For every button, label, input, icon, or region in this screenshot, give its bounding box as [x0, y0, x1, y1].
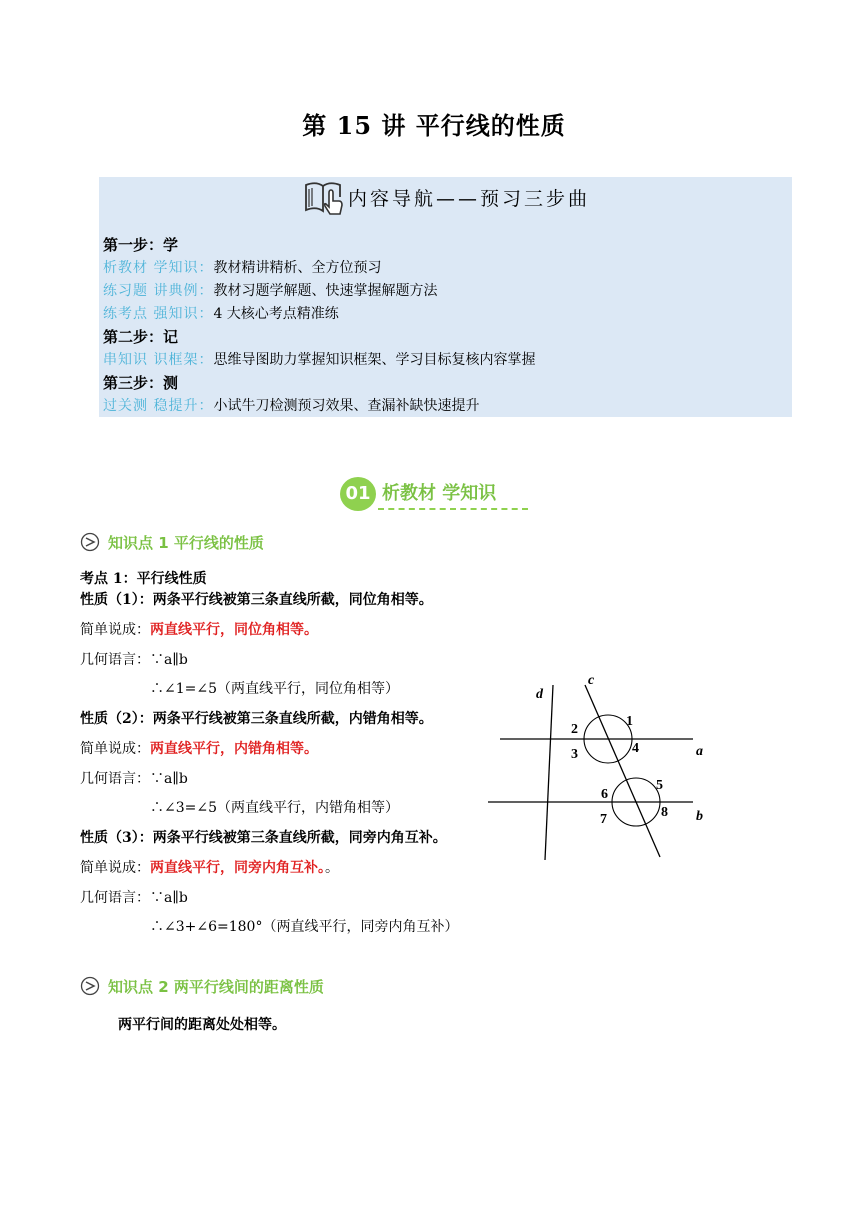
angle-3-label: 3	[571, 747, 578, 762]
property-1: 性质（1）：两条平行线被第三条直线所截，同位角相等。	[80, 592, 433, 608]
parallel-lines-figure	[480, 660, 720, 870]
kaodian-1-label: 考点 1：平行线性质	[80, 571, 207, 587]
section-label: 析教材 学知识	[382, 483, 497, 504]
book-hand-icon	[302, 177, 346, 217]
property-1-simple	[80, 619, 318, 639]
content-nav-box	[99, 177, 792, 417]
property-1-geo-given: 几何语言：∵a∥b	[80, 652, 188, 668]
arrow-circle-icon	[80, 532, 100, 552]
property-2-geo-conclusion: ∴∠3=∠5（两直线平行，内错角相等）	[150, 800, 400, 816]
step2-label: 第二步：记	[103, 328, 179, 346]
simple-prefix: 简单说成：	[80, 860, 150, 876]
angle-7-label: 7	[600, 812, 607, 827]
nav-row-1	[103, 257, 381, 279]
property-3-simple-text: 两直线平行，同旁内角互补。	[150, 860, 325, 876]
distance-property-text: 两平行间的距离处处相等。	[118, 1017, 286, 1033]
nav-header	[302, 177, 590, 217]
line-c	[585, 685, 660, 857]
label-c: c	[588, 673, 595, 688]
simple-prefix: 简单说成：	[80, 741, 150, 757]
angle-5-label: 5	[656, 778, 663, 793]
property-1-geo-conclusion: ∴∠1=∠5（两直线平行，同位角相等）	[150, 681, 400, 697]
simple-prefix: 简单说成：	[80, 622, 150, 638]
knowledge-point-2-heading	[80, 973, 324, 999]
nav-row-5-highlight: 过关测 稳提升：	[103, 398, 214, 414]
nav-row-1-highlight: 析教材 学知识：	[103, 260, 214, 276]
nav-row-1-text: 教材精讲精析、全方位预习	[213, 260, 382, 276]
knowledge-point-1-heading	[80, 529, 264, 555]
angle-8-label: 8	[661, 805, 668, 820]
angle-4-label: 4	[632, 741, 639, 756]
property-3-simple	[80, 857, 339, 877]
nav-row-5	[103, 395, 479, 417]
property-3-period: 。	[325, 860, 339, 876]
nav-row-3	[103, 303, 339, 325]
nav-row-2-text: 教材习题学解题、快速掌握解题方法	[213, 283, 438, 299]
line-d	[545, 685, 553, 860]
nav-row-2-highlight: 练习题 讲典例：	[103, 283, 214, 299]
nav-row-3-highlight: 练考点 强知识：	[103, 306, 214, 322]
property-3-geo-conclusion: ∴∠3+∠6=180°（两直线平行，同旁内角互补）	[150, 919, 459, 935]
angle-1-label: 1	[626, 714, 633, 729]
page-title: 第 15 讲 平行线的性质	[302, 111, 566, 140]
property-2: 性质（2）：两条平行线被第三条直线所截，内错角相等。	[80, 711, 433, 727]
property-3-geo-given: 几何语言：∵a∥b	[80, 890, 188, 906]
angle-2-label: 2	[571, 722, 578, 737]
nav-row-4-text: 思维导图助力掌握知识框架、学习目标复核内容掌握	[213, 352, 536, 368]
label-b: b	[696, 809, 703, 824]
nav-row-4-highlight: 串知识 识框架：	[103, 352, 214, 368]
section-number-badge: 01	[340, 477, 376, 511]
knowledge-point-2-title: 知识点 2 两平行线间的距离性质	[108, 977, 324, 996]
nav-row-2	[103, 280, 437, 302]
angle-6-label: 6	[601, 787, 608, 802]
property-3: 性质（3）：两条平行线被第三条直线所截，同旁内角互补。	[80, 830, 447, 846]
label-d: d	[536, 687, 543, 702]
step3-label: 第三步：测	[103, 374, 179, 392]
nav-row-3-text: 4 大核心考点精准练	[213, 306, 339, 322]
step1-label: 第一步：学	[103, 236, 179, 254]
knowledge-point-1-title: 知识点 1 平行线的性质	[108, 533, 264, 552]
nav-row-4	[103, 349, 535, 371]
section-dashed-underline	[378, 508, 528, 510]
label-a: a	[696, 744, 703, 759]
property-2-simple-text: 两直线平行，内错角相等。	[150, 741, 318, 757]
property-2-simple	[80, 738, 318, 758]
nav-header-text: 内容导航——预习三步曲	[348, 187, 591, 210]
nav-row-5-text: 小试牛刀检测预习效果、查漏补缺快速提升	[213, 398, 480, 414]
property-2-geo-given: 几何语言：∵a∥b	[80, 771, 188, 787]
property-1-simple-text: 两直线平行，同位角相等。	[150, 622, 318, 638]
arrow-circle-icon	[80, 976, 100, 996]
